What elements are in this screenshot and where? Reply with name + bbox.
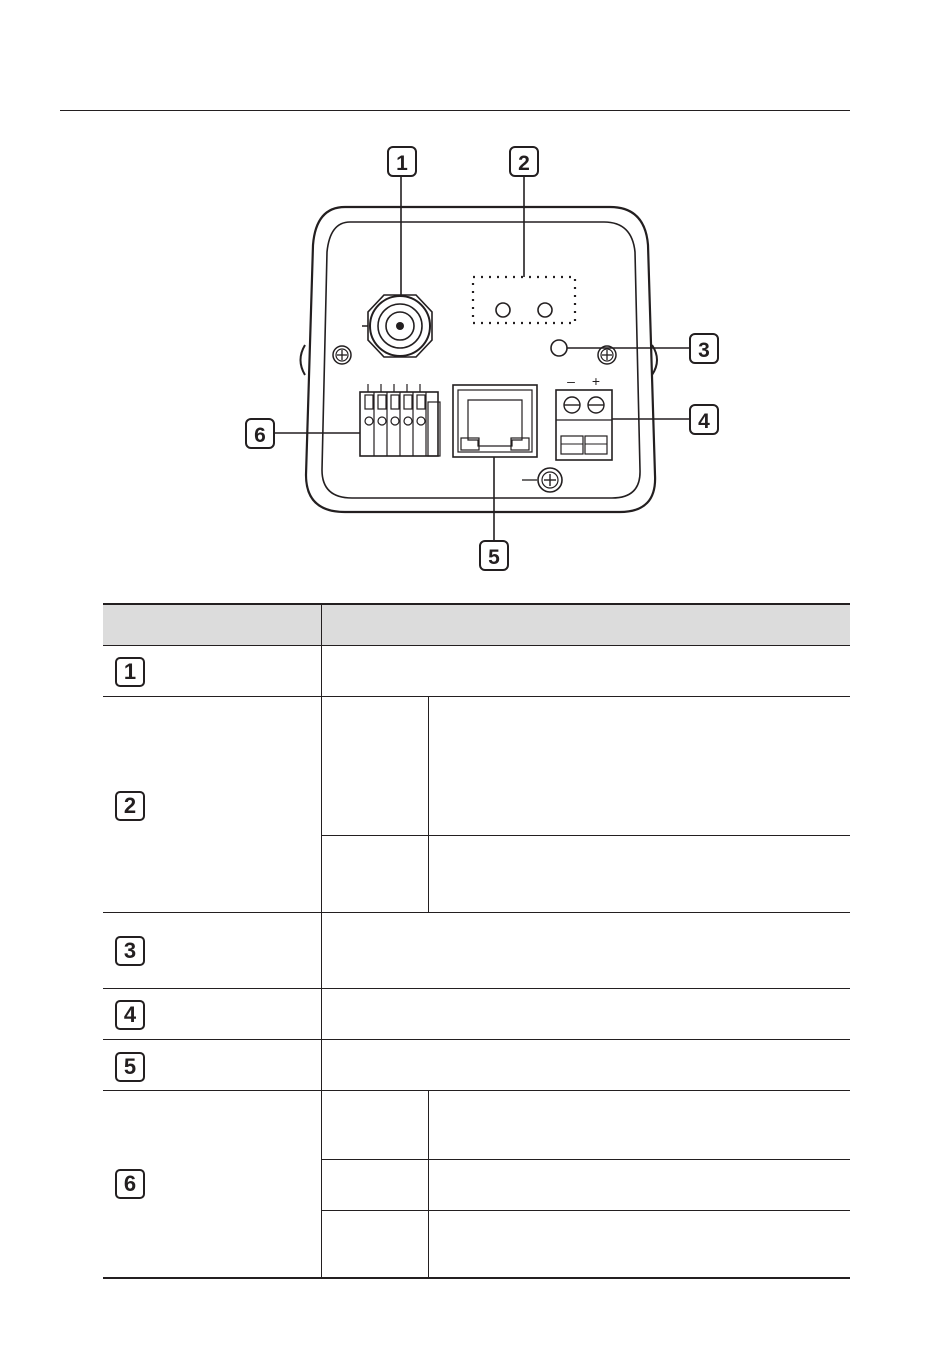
power-terminal <box>556 390 612 460</box>
row-line <box>322 835 850 836</box>
power-plus-label: + <box>591 373 601 389</box>
power-minus-label: – <box>567 373 575 389</box>
power-led <box>551 340 567 356</box>
dip-switch-area <box>473 277 575 323</box>
rj45-network-port <box>453 385 537 457</box>
row-badge-4: 4 <box>115 1000 145 1030</box>
sub-divider-row2 <box>428 697 429 912</box>
row-line <box>103 988 850 989</box>
row-badge-5: 5 <box>115 1052 145 1082</box>
row-badge-2: 2 <box>115 791 145 821</box>
table-row <box>115 657 145 687</box>
callout-3 <box>690 334 718 363</box>
svg-text:3: 3 <box>698 339 710 362</box>
row-line <box>322 1159 850 1160</box>
left-side-mount <box>301 345 306 375</box>
svg-text:5: 5 <box>488 546 500 569</box>
table-row <box>115 1169 145 1199</box>
row-line <box>103 912 850 913</box>
table-row <box>115 936 145 966</box>
header-divider <box>321 605 322 648</box>
row-line <box>103 696 850 697</box>
row-line <box>103 1090 850 1091</box>
callout-2 <box>510 147 538 176</box>
camera-rear-panel-diagram <box>0 0 935 600</box>
callout-4 <box>690 405 718 434</box>
screw-left <box>333 346 351 364</box>
svg-text:4: 4 <box>698 410 710 433</box>
callout-5 <box>480 541 508 570</box>
table-header <box>103 603 850 646</box>
table-row <box>115 1000 145 1030</box>
screw-bottom <box>522 468 562 492</box>
svg-text:6: 6 <box>254 424 266 447</box>
bnc-video-out-connector <box>362 295 432 357</box>
switch-left <box>496 303 510 317</box>
io-terminal-block <box>360 384 440 456</box>
switch-right <box>538 303 552 317</box>
callout-6 <box>246 419 274 448</box>
sub-divider-row6 <box>428 1091 429 1278</box>
table-row <box>115 1052 145 1082</box>
svg-text:2: 2 <box>518 152 530 175</box>
row-line <box>103 1039 850 1040</box>
table-row <box>115 791 145 821</box>
column-divider <box>321 646 322 1278</box>
row-line <box>322 1210 850 1211</box>
svg-text:1: 1 <box>396 152 408 175</box>
callout-1 <box>388 147 416 176</box>
row-badge-3: 3 <box>115 936 145 966</box>
row-badge-1: 1 <box>115 657 145 687</box>
table-bottom-line <box>103 1277 850 1279</box>
row-badge-6: 6 <box>115 1169 145 1199</box>
